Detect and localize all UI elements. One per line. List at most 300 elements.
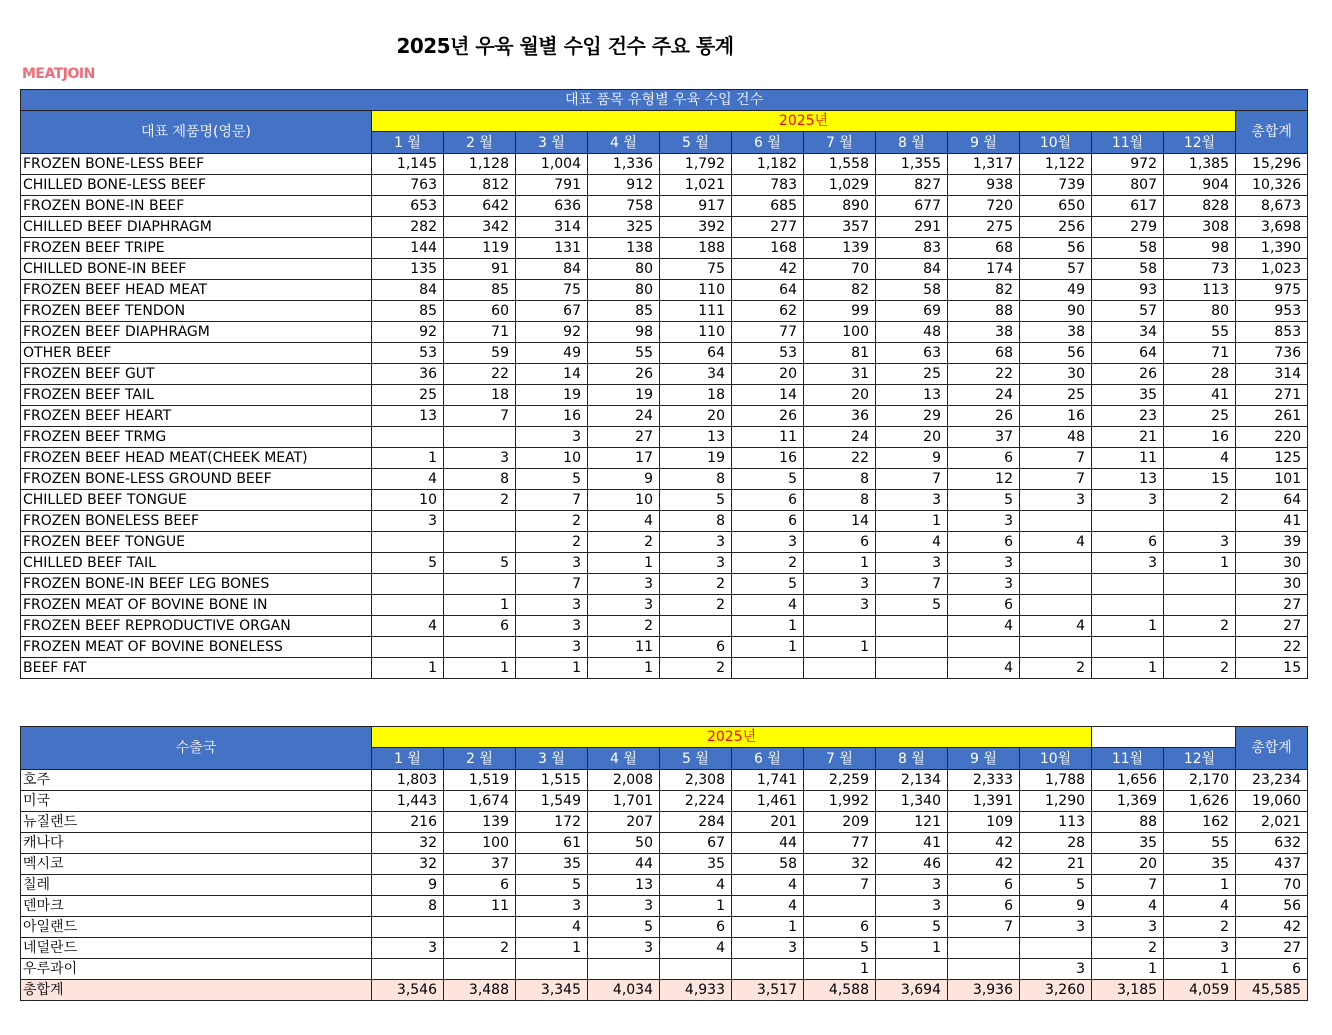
month-value [660,959,732,980]
month-value: 1,788 [1020,770,1092,791]
month-value: 82 [948,280,1020,301]
month-value [372,532,444,553]
month-value: 392 [660,217,732,238]
month-value: 3 [1020,490,1092,511]
row-label: 아일랜드 [21,917,372,938]
row-total: 271 [1236,385,1308,406]
row-label: FROZEN BEEF TRIPE [21,238,372,259]
month-value: 1,128 [444,154,516,175]
month-value: 3 [660,553,732,574]
month-header: 3 월 [516,132,588,154]
month-value: 49 [516,343,588,364]
month-value: 4 [372,469,444,490]
month-value: 20 [1092,854,1164,875]
row-total: 30 [1236,574,1308,595]
month-value: 58 [876,280,948,301]
month-value [1092,511,1164,532]
table1-name-header: 대표 제품명(영문) [21,111,372,154]
month-value: 14 [516,364,588,385]
month-value: 80 [588,280,660,301]
month-value: 57 [1092,301,1164,322]
month-value: 7 [516,574,588,595]
month-value: 4 [1164,448,1236,469]
month-value: 121 [876,812,948,833]
month-value: 685 [732,196,804,217]
month-value: 7 [804,875,876,896]
month-value: 1,355 [876,154,948,175]
row-label: OTHER BEEF [21,343,372,364]
month-value: 282 [372,217,444,238]
month-value: 1 [1164,553,1236,574]
month-value: 68 [948,238,1020,259]
row-total: 1,023 [1236,259,1308,280]
month-value: 9 [876,448,948,469]
month-value [372,427,444,448]
month-value: 653 [372,196,444,217]
month-value: 57 [1020,259,1092,280]
row-label: FROZEN BEEF TONGUE [21,532,372,553]
month-value: 21 [1020,854,1092,875]
month-value: 99 [804,301,876,322]
month-value: 25 [1164,406,1236,427]
month-value: 284 [660,812,732,833]
row-label: FROZEN BEEF HEART [21,406,372,427]
month-value: 1,558 [804,154,876,175]
month-value [1020,511,1092,532]
month-value: 207 [588,812,660,833]
month-value: 617 [1092,196,1164,217]
month-value: 650 [1020,196,1092,217]
month-value: 6 [804,917,876,938]
month-value: 3 [876,875,948,896]
month-value: 1,340 [876,791,948,812]
month-value: 29 [876,406,948,427]
month-value [732,959,804,980]
month-value: 22 [444,364,516,385]
month-value: 783 [732,175,804,196]
month-value: 35 [1164,854,1236,875]
product-type-table [20,89,1308,679]
month-value: 13 [588,875,660,896]
month-value: 26 [732,406,804,427]
month-value: 3 [1164,938,1236,959]
month-value: 28 [1164,364,1236,385]
row-total: 15 [1236,658,1308,679]
month-value: 58 [1092,238,1164,259]
month-header: 12월 [1164,748,1236,770]
month-value [1020,553,1092,574]
table-row [21,511,1308,532]
month-value: 55 [1164,322,1236,343]
month-value: 3 [516,595,588,616]
month-value: 1,317 [948,154,1020,175]
month-value: 4 [1164,896,1236,917]
month-value: 7 [876,469,948,490]
month-header: 10월 [1020,748,1092,770]
month-value [444,917,516,938]
month-value: 53 [372,343,444,364]
month-value: 5 [516,469,588,490]
month-value: 26 [1092,364,1164,385]
table-row [21,406,1308,427]
month-value: 4 [732,875,804,896]
month-value: 67 [660,833,732,854]
month-value: 84 [372,280,444,301]
month-value: 38 [1020,322,1092,343]
row-label: FROZEN BONE-IN BEEF [21,196,372,217]
month-value: 92 [516,322,588,343]
month-value: 5 [660,490,732,511]
month-value: 85 [444,280,516,301]
row-total: 19,060 [1236,791,1308,812]
month-value: 1,336 [588,154,660,175]
row-total: 30 [1236,553,1308,574]
table-row [21,259,1308,280]
month-value: 36 [372,364,444,385]
row-total: 220 [1236,427,1308,448]
month-value: 3 [1092,917,1164,938]
row-label: FROZEN BEEF REPRODUCTIVE ORGAN [21,616,372,637]
row-total: 314 [1236,364,1308,385]
row-total: 56 [1236,896,1308,917]
table-row [21,154,1308,175]
month-value: 85 [588,301,660,322]
table1-banner: 대표 품목 유형별 우육 수입 건수 [21,90,1308,111]
grand-total-value: 3,260 [1020,980,1092,1001]
table-row [21,917,1308,938]
month-value [804,616,876,637]
table-row [21,532,1308,553]
month-value: 139 [804,238,876,259]
month-value: 188 [660,238,732,259]
month-header: 7 월 [804,748,876,770]
month-value [444,532,516,553]
row-label: FROZEN BONE-LESS GROUND BEEF [21,469,372,490]
month-value: 113 [1164,280,1236,301]
month-value: 80 [588,259,660,280]
month-value [660,616,732,637]
table-row [21,637,1308,658]
month-value: 209 [804,812,876,833]
month-value: 64 [660,343,732,364]
month-value: 256 [1020,217,1092,238]
month-value: 55 [1164,833,1236,854]
month-value: 642 [444,196,516,217]
grand-total-value: 3,936 [948,980,1020,1001]
month-value: 1,549 [516,791,588,812]
month-value: 7 [1020,469,1092,490]
month-value: 2 [660,574,732,595]
month-value: 4 [516,917,588,938]
month-value [732,658,804,679]
month-value: 109 [948,812,1020,833]
month-value: 19 [516,385,588,406]
month-value: 48 [1020,427,1092,448]
table-row [21,343,1308,364]
month-value: 1,992 [804,791,876,812]
month-value: 16 [732,448,804,469]
month-value: 3 [876,896,948,917]
month-value: 71 [1164,343,1236,364]
month-value: 11 [732,427,804,448]
month-value: 5 [372,553,444,574]
month-value [1020,637,1092,658]
month-value [804,896,876,917]
month-value: 41 [1164,385,1236,406]
month-value: 73 [1164,259,1236,280]
month-value: 636 [516,196,588,217]
month-value: 35 [660,854,732,875]
month-value [444,511,516,532]
month-value: 32 [372,854,444,875]
month-header: 2 월 [444,132,516,154]
month-value: 32 [372,833,444,854]
row-label: 뉴질랜드 [21,812,372,833]
month-value: 13 [372,406,444,427]
month-value: 56 [1020,343,1092,364]
month-value [1020,595,1092,616]
month-value: 3 [1020,917,1092,938]
month-value: 3 [1020,959,1092,980]
month-value: 275 [948,217,1020,238]
row-total: 64 [1236,490,1308,511]
month-value [876,637,948,658]
month-value: 8 [804,490,876,511]
month-value: 77 [732,322,804,343]
month-value: 2 [444,938,516,959]
month-value: 100 [804,322,876,343]
month-value: 138 [588,238,660,259]
month-value: 938 [948,175,1020,196]
row-label: 멕시코 [21,854,372,875]
month-value: 2 [732,553,804,574]
month-value: 4 [1092,896,1164,917]
table-row [21,854,1308,875]
month-value: 3 [948,574,1020,595]
table-row [21,896,1308,917]
month-value: 46 [876,854,948,875]
month-header: 1 월 [372,748,444,770]
month-value: 83 [876,238,948,259]
month-value: 1,391 [948,791,1020,812]
month-value [1020,938,1092,959]
month-value: 4 [948,658,1020,679]
month-value [876,959,948,980]
month-value: 5 [948,490,1020,511]
row-label: FROZEN BONE-LESS BEEF [21,154,372,175]
month-value: 12 [948,469,1020,490]
month-value: 42 [948,833,1020,854]
month-value: 3 [660,532,732,553]
month-value: 75 [516,280,588,301]
month-value [516,959,588,980]
row-total: 632 [1236,833,1308,854]
month-value: 1,519 [444,770,516,791]
row-label: FROZEN BEEF TAIL [21,385,372,406]
table-row [21,616,1308,637]
row-total: 853 [1236,322,1308,343]
table-row [21,322,1308,343]
month-value: 25 [372,385,444,406]
month-value: 2 [1164,658,1236,679]
month-value: 42 [948,854,1020,875]
month-header: 4 월 [588,132,660,154]
month-header: 11월 [1092,748,1164,770]
month-value: 135 [372,259,444,280]
month-value: 1,182 [732,154,804,175]
row-total: 41 [1236,511,1308,532]
month-value: 75 [660,259,732,280]
month-value: 1 [1164,875,1236,896]
month-value: 81 [804,343,876,364]
row-label: FROZEN BEEF HEAD MEAT [21,280,372,301]
month-value: 4 [588,511,660,532]
month-value: 6 [948,532,1020,553]
month-value: 1 [1092,658,1164,679]
row-label: CHILLED BEEF TAIL [21,553,372,574]
month-value: 5 [804,938,876,959]
row-label: FROZEN BEEF HEAD MEAT(CHEEK MEAT) [21,448,372,469]
month-value: 25 [1020,385,1092,406]
month-value: 62 [732,301,804,322]
month-value: 4 [876,532,948,553]
month-value: 3 [948,511,1020,532]
month-value: 25 [876,364,948,385]
month-value: 3 [444,448,516,469]
row-label: FROZEN MEAT OF BOVINE BONELESS [21,637,372,658]
row-label: 칠레 [21,875,372,896]
month-value: 1 [1164,959,1236,980]
month-value: 32 [804,854,876,875]
month-value: 69 [876,301,948,322]
month-value: 9 [588,469,660,490]
month-value: 34 [1092,322,1164,343]
month-value: 5 [732,574,804,595]
table2-year-header-blank [1092,727,1236,748]
month-value: 6 [1092,532,1164,553]
month-value: 56 [1020,238,1092,259]
month-value: 6 [660,637,732,658]
month-value: 98 [1164,238,1236,259]
row-label: FROZEN MEAT OF BOVINE BONE IN [21,595,372,616]
month-value: 13 [660,427,732,448]
row-total: 3,698 [1236,217,1308,238]
month-value: 3 [876,490,948,511]
month-value: 1 [876,511,948,532]
month-value: 279 [1092,217,1164,238]
month-header: 5 월 [660,132,732,154]
month-value: 3 [588,896,660,917]
month-value: 67 [516,301,588,322]
month-value: 13 [876,385,948,406]
month-value: 314 [516,217,588,238]
month-value: 61 [516,833,588,854]
month-value: 1,701 [588,791,660,812]
month-value: 1 [804,959,876,980]
month-value: 20 [876,427,948,448]
month-value: 3 [372,938,444,959]
month-value: 77 [804,833,876,854]
month-value: 7 [444,406,516,427]
month-value: 1 [660,896,732,917]
table-row [21,812,1308,833]
month-value: 2 [516,511,588,532]
month-value [1164,574,1236,595]
month-value: 41 [876,833,948,854]
grand-total-value: 3,546 [372,980,444,1001]
month-value: 3 [588,595,660,616]
month-value: 1 [444,658,516,679]
month-value: 11 [588,637,660,658]
month-value: 1 [372,448,444,469]
month-value: 1,145 [372,154,444,175]
month-value: 18 [444,385,516,406]
month-value: 3 [372,511,444,532]
exporting-country-table [20,726,1308,1001]
row-label: 우루과이 [21,959,372,980]
month-value: 917 [660,196,732,217]
month-value: 15 [1164,469,1236,490]
month-value [1092,574,1164,595]
month-value: 1 [516,658,588,679]
month-value [372,637,444,658]
row-label: FROZEN BEEF TRMG [21,427,372,448]
month-value: 28 [1020,833,1092,854]
month-value: 6 [948,875,1020,896]
month-value: 308 [1164,217,1236,238]
row-total: 1,390 [1236,238,1308,259]
month-value: 3 [1164,532,1236,553]
month-value: 4 [732,595,804,616]
month-value: 88 [1092,812,1164,833]
month-value [372,959,444,980]
row-total: 22 [1236,637,1308,658]
month-value: 277 [732,217,804,238]
month-value: 35 [1092,385,1164,406]
month-value: 3 [732,938,804,959]
row-total: 6 [1236,959,1308,980]
month-value: 3 [588,938,660,959]
grand-total-value: 3,185 [1092,980,1164,1001]
grand-total-sum: 45,585 [1236,980,1308,1001]
grand-total-value: 3,345 [516,980,588,1001]
row-total: 42 [1236,917,1308,938]
grand-total-value: 4,034 [588,980,660,1001]
row-label: FROZEN BEEF GUT [21,364,372,385]
month-value: 1 [1092,616,1164,637]
table-row [21,385,1308,406]
row-total: 15,296 [1236,154,1308,175]
month-value: 4 [1020,532,1092,553]
month-value: 7 [516,490,588,511]
month-value: 5 [876,595,948,616]
row-label: CHILLED BEEF TONGUE [21,490,372,511]
month-value: 24 [588,406,660,427]
month-value: 2,333 [948,770,1020,791]
month-value: 172 [516,812,588,833]
row-total: 125 [1236,448,1308,469]
month-value: 1 [732,637,804,658]
month-value: 201 [732,812,804,833]
month-value: 111 [660,301,732,322]
month-value: 1,792 [660,154,732,175]
month-value [444,637,516,658]
grand-total-value: 4,933 [660,980,732,1001]
month-value: 4 [660,875,732,896]
row-label: FROZEN BONELESS BEEF [21,511,372,532]
month-value: 7 [876,574,948,595]
meatjoin-logo: MEATJOIN [22,66,95,82]
